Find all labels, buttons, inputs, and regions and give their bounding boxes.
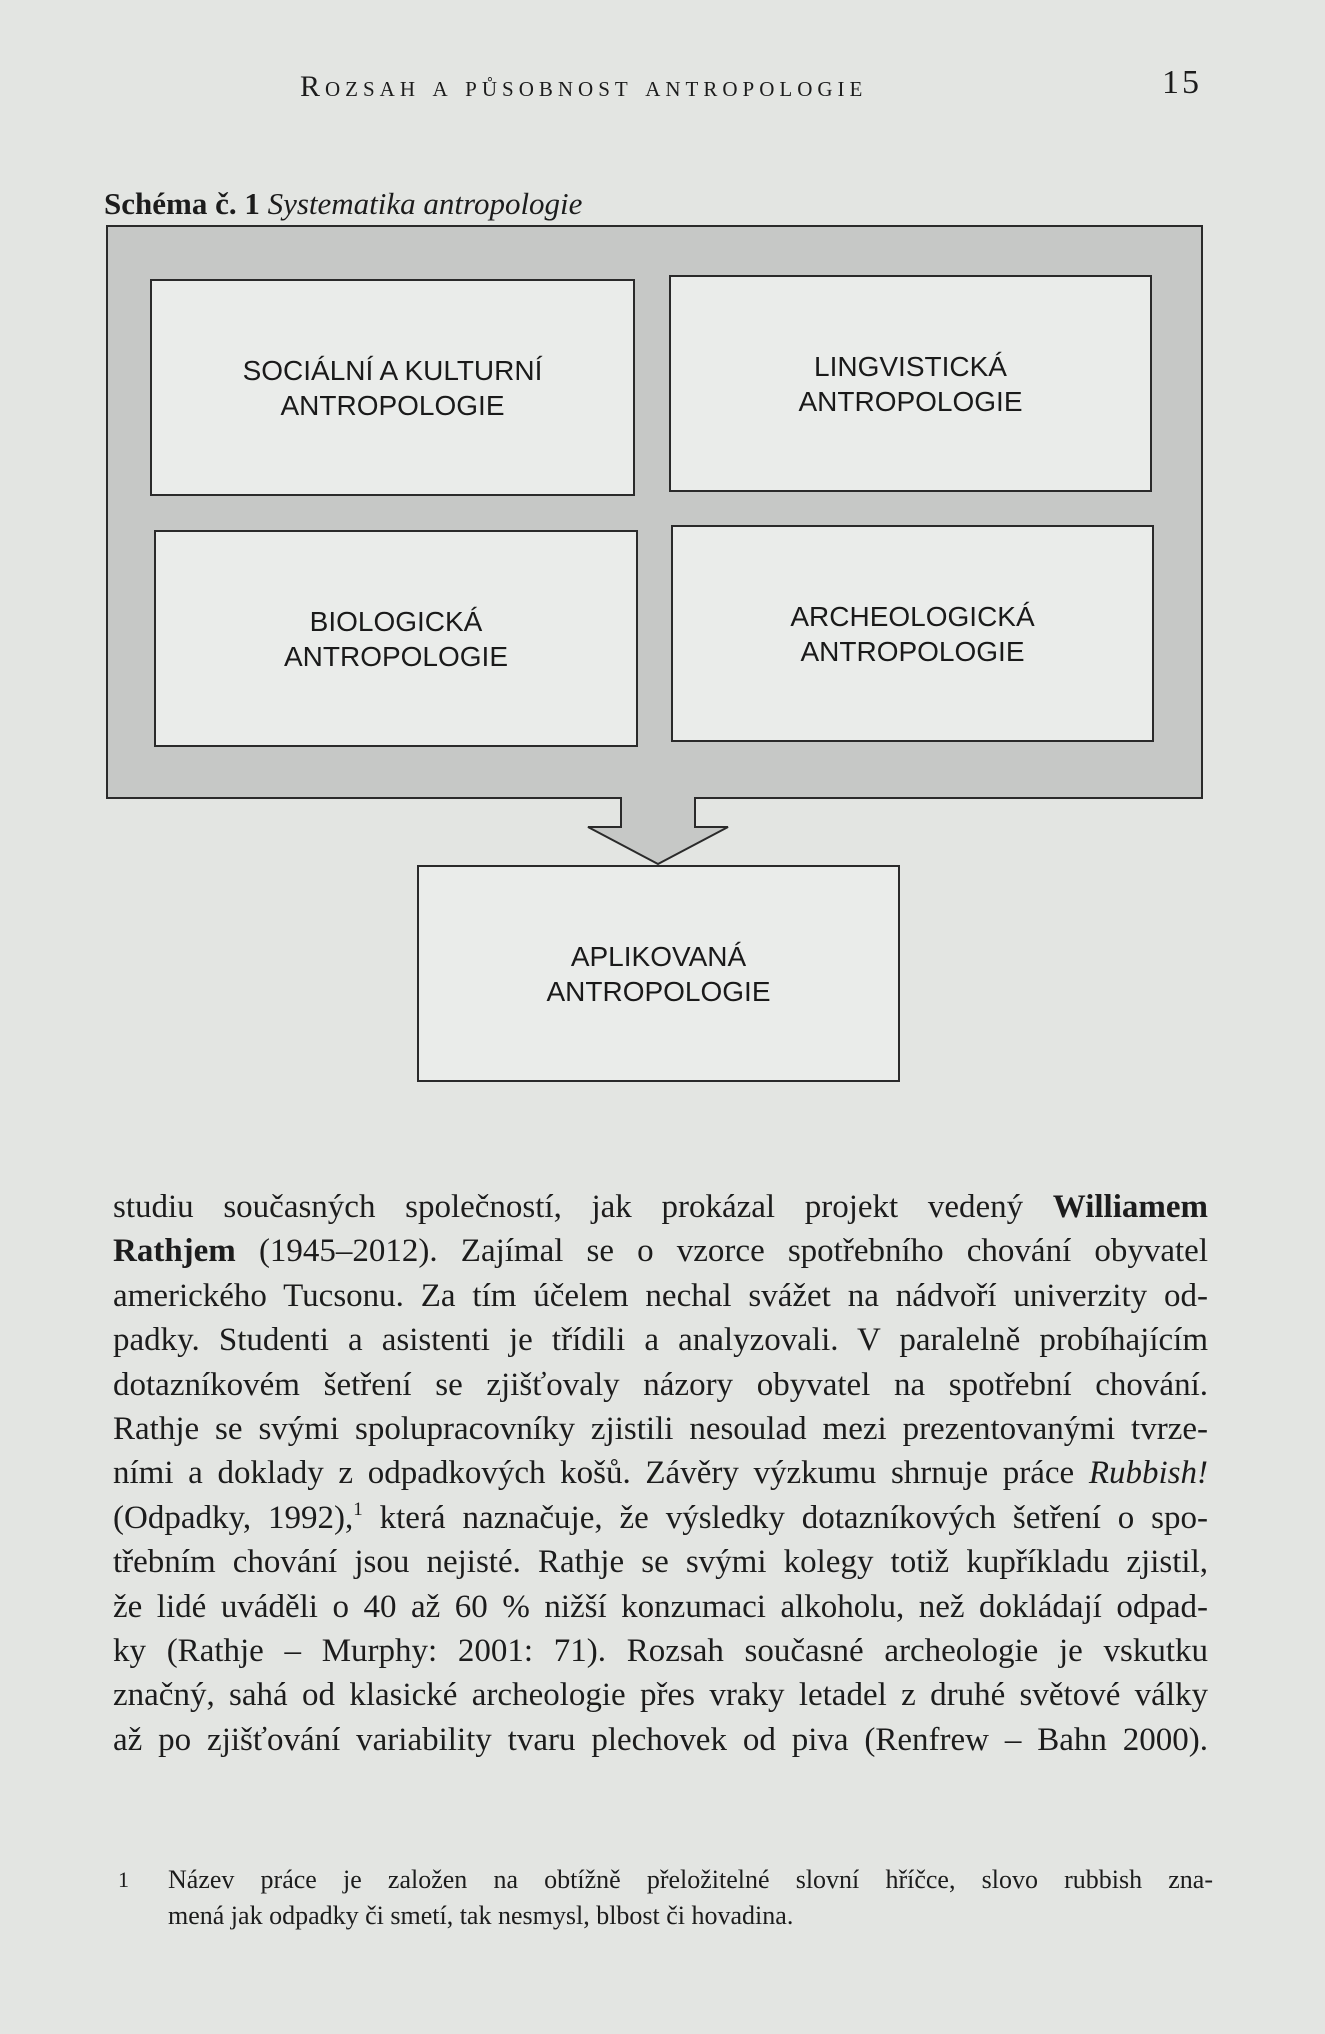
running-head: Rozsah a působnost antropologie xyxy=(300,70,868,103)
body-line: značný, sahá od klasické archeologie přes vraky letadel z druhé světové války xyxy=(113,1677,1208,1714)
body-paragraph xyxy=(113,1185,1208,1762)
footnote-line: Název práce je založen na obtížně přeložitelné slovní hříčce, slovo rubbish zna- xyxy=(168,1865,1213,1894)
body-line: dotazníkovém šetření se zjišťovaly názory obyvatel na spotřební chování. xyxy=(113,1366,1208,1403)
body-line: až po zjišťování variability tvaru plechovek od piva (Renfrew – Bahn 2000). xyxy=(113,1721,1208,1758)
figure-label: Schéma č. 1 xyxy=(104,186,260,221)
page-number: 15 xyxy=(1162,64,1202,101)
box-biological-label: BIOLOGICKÁ ANTROPOLOGIE xyxy=(283,605,509,672)
footnote xyxy=(118,1862,1213,1934)
box-archaeological-label: ARCHEOLOGICKÁ ANTROPOLOGIE xyxy=(790,600,1035,667)
footnote-line: mená jak odpadky či smetí, tak nesmysl, blbost či hovadina. xyxy=(168,1901,794,1930)
body-line: Rathjem (1945–2012). Zajímal se o vzorce spotřebního chování obyvatel xyxy=(113,1233,1208,1270)
body-line: padky. Studenti a asistenti je třídili a analyzovali. V paralelně probíhajícím xyxy=(113,1322,1208,1359)
footnote-ref: 1 xyxy=(353,1498,363,1520)
body-line: že lidé uváděli o 40 až 60 % nižší konzumaci alkoholu, než dokládají odpad- xyxy=(113,1588,1208,1625)
footnote-number: 1 xyxy=(118,1867,129,1892)
box-linguistic-label: LINGVISTICKÁ ANTROPOLOGIE xyxy=(798,350,1023,417)
body-line: amerického Tucsonu. Za tím účelem nechal svážet na nádvoří univerzity od- xyxy=(113,1277,1208,1314)
body-line: ními a doklady z odpadkových košů. Závěry výzkumu shrnuje práce Rubbish! xyxy=(113,1455,1208,1492)
body-line: (Odpadky, 1992),$^1$ která naznačuje, že výsledky dotazníkových šetření o spo- xyxy=(113,1498,1208,1536)
body-line: Rathje se svými spolupracovníky zjistili nesoulad mezi prezentovanými tvrze- xyxy=(113,1411,1208,1448)
body-line: studiu současných společností, jak prokázal projekt vedený Williamem xyxy=(113,1189,1208,1225)
body-line: ky (Rathje – Murphy: 2001: 71). Rozsah současné archeologie je vskutku xyxy=(113,1633,1208,1670)
box-social-label: SOCIÁLNÍ A KULTURNÍ ANTROPOLOGIE xyxy=(242,354,543,421)
box-applied-label: APLIKOVANÁ ANTROPOLOGIE xyxy=(546,940,771,1007)
body-line: třebním chování jsou nejisté. Rathje se svými kolegy totiž kupříkladu zjistil, xyxy=(113,1544,1208,1581)
figure-title: Systematika antropologie xyxy=(267,186,583,221)
